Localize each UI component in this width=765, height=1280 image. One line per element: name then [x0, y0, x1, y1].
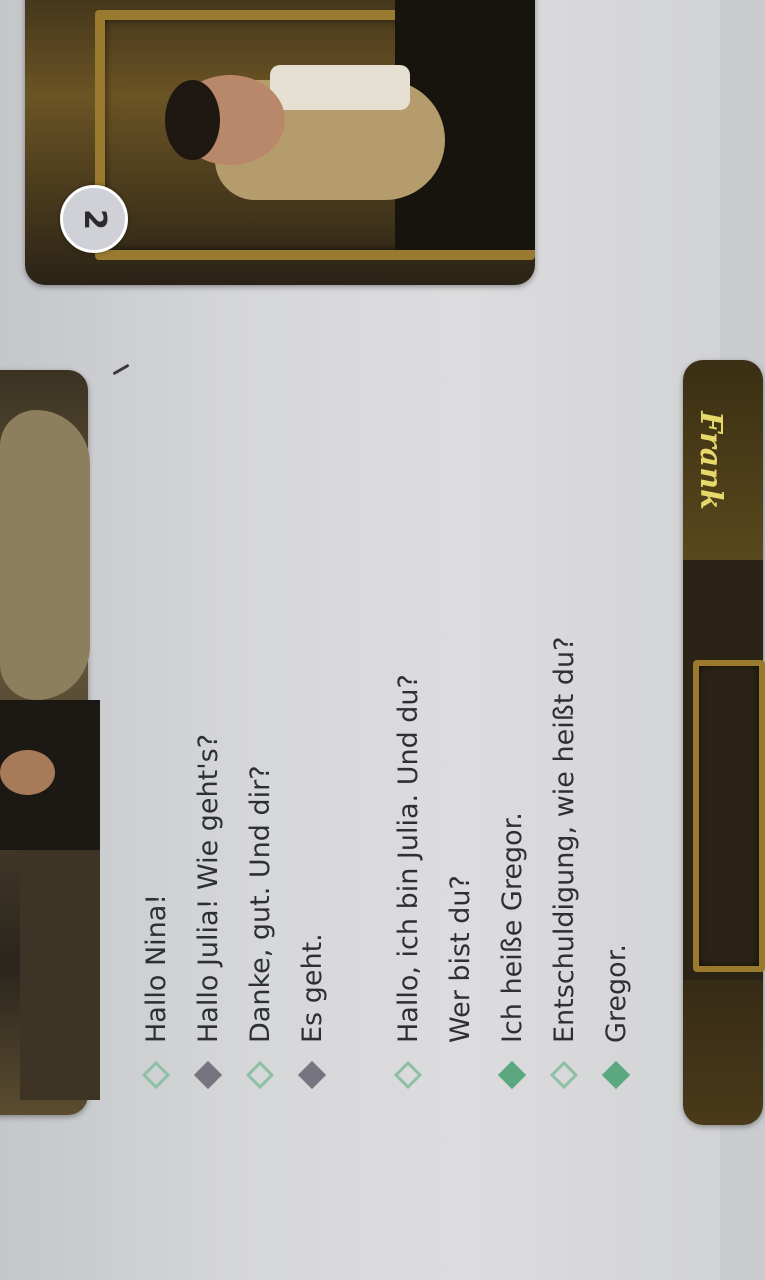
person-jacket-left	[0, 410, 90, 700]
dialogue-line: Gregor.	[590, 535, 642, 1095]
pen-mark	[112, 364, 129, 376]
dialogue-line: Danke, gut. Und dir?	[234, 535, 286, 1095]
person-shirt	[270, 65, 410, 110]
dialogue-line: Hallo Nina!	[130, 535, 182, 1095]
green-diamond-icon	[498, 1061, 526, 1089]
dialogue-line: Entschuldigung, wie heißt du?	[538, 535, 590, 1095]
outline-diamond-icon	[550, 1061, 578, 1089]
dialogue-line: Ich heiße Gregor.	[486, 535, 538, 1095]
gold-frame-right	[693, 660, 765, 972]
dialogue-block	[130, 535, 642, 1095]
grey-diamond-icon	[298, 1061, 326, 1089]
person-hair	[165, 80, 220, 160]
outline-diamond-icon	[246, 1061, 274, 1089]
shelf-area-left	[20, 850, 100, 1100]
outline-diamond-icon	[394, 1061, 422, 1089]
photo-number: 2	[76, 208, 112, 230]
dialogue-line: Es geht.	[286, 535, 338, 1095]
outline-diamond-icon	[142, 1061, 170, 1089]
dialogue-line: Hallo, ich bin Julia. Und du?	[382, 535, 434, 1095]
sign-text: Frank	[692, 410, 728, 510]
person-hand-left	[0, 750, 55, 795]
dialogue-line: Wer bist du?	[444, 875, 476, 1043]
green-diamond-icon	[602, 1061, 630, 1089]
grey-diamond-icon	[194, 1061, 222, 1089]
photo-left-scene	[0, 370, 88, 1115]
photo-number-badge	[60, 185, 128, 253]
dialogue-line: Hallo Julia! Wie geht's?	[182, 535, 234, 1095]
